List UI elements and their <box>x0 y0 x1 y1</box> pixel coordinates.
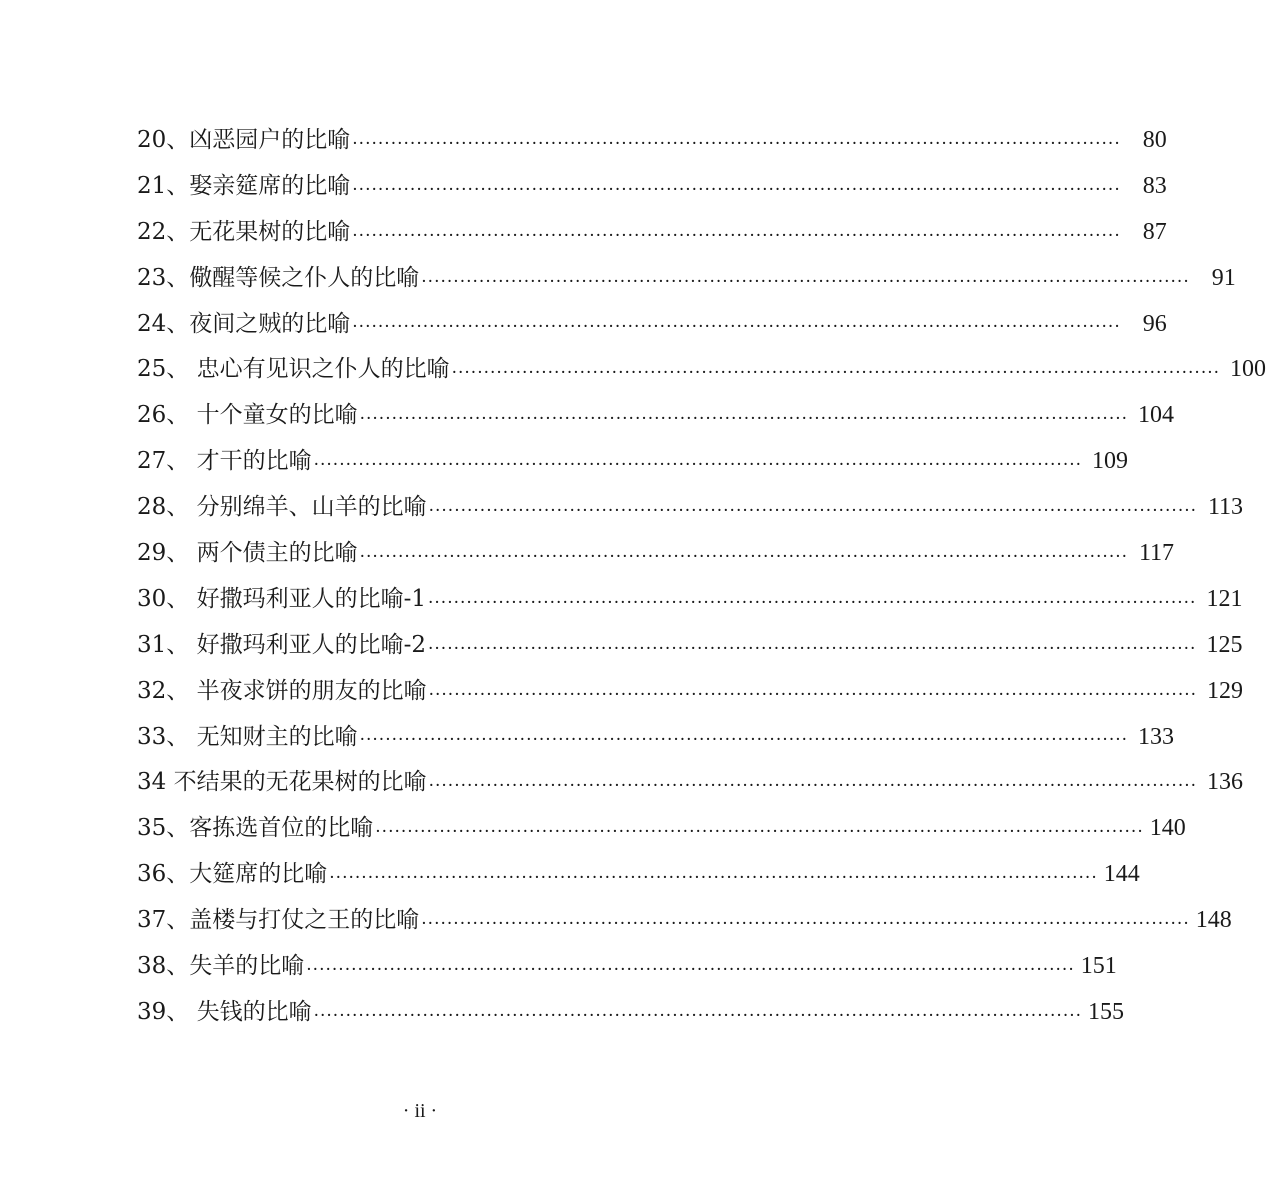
toc-entry[interactable] <box>137 118 1167 164</box>
toc-entry-page-number: 109 <box>1092 448 1129 475</box>
toc-entry[interactable] <box>137 531 1175 577</box>
toc-entry-page-number: 91 <box>1211 264 1236 291</box>
toc-entry[interactable] <box>137 577 1243 623</box>
toc-entry-page-number: 140 <box>1149 815 1186 842</box>
dot-leader: ························································································································ <box>352 225 1121 246</box>
dot-leader: ························································································································ <box>352 179 1121 200</box>
toc-entry-page-number: 83 <box>1142 172 1167 199</box>
toc-entry-title: 28、 分别绵羊、山羊的比喻 <box>137 494 427 521</box>
toc-entry[interactable] <box>137 256 1236 302</box>
toc-entry[interactable] <box>137 164 1167 210</box>
toc-entry[interactable] <box>137 439 1129 485</box>
toc-entry-title: 23、儆醒等候之仆人的比喻 <box>137 264 420 291</box>
toc-entry-page-number: 151 <box>1080 953 1117 980</box>
toc-entry[interactable] <box>137 393 1175 439</box>
toc-entry-title: 39、 失钱的比喻 <box>137 998 312 1025</box>
toc-entry[interactable] <box>137 852 1140 898</box>
dot-leader: ························································································································ <box>329 868 1098 889</box>
toc-entry-title: 38、失羊的比喻 <box>137 953 305 980</box>
toc-entry-page-number: 148 <box>1195 907 1232 934</box>
toc-entry[interactable] <box>137 669 1244 715</box>
toc-entry-page-number: 104 <box>1138 402 1175 429</box>
toc-entry[interactable] <box>137 898 1232 944</box>
dot-leader: ························································································································ <box>451 363 1221 384</box>
toc-entry-page-number: 129 <box>1207 677 1244 704</box>
toc-entry-page-number: 155 <box>1088 998 1125 1025</box>
dot-leader: ························································································································ <box>359 730 1129 751</box>
toc-entry-page-number: 144 <box>1103 861 1140 888</box>
toc-entry-page-number: 87 <box>1142 218 1167 245</box>
toc-entry-title: 26、 十个童女的比喻 <box>137 402 358 429</box>
dot-leader: ························································································································ <box>427 592 1197 613</box>
dot-leader: ························································································································ <box>313 1005 1083 1026</box>
toc-entry-page-number: 113 <box>1207 494 1244 521</box>
toc-entry-page-number: 125 <box>1206 631 1243 658</box>
toc-entry-title: 30、 好撒玛利亚人的比喻-1 <box>137 585 426 612</box>
toc-entry[interactable] <box>137 210 1167 256</box>
toc-entry[interactable] <box>137 944 1117 990</box>
dot-leader: ························································································································ <box>359 546 1129 567</box>
toc-entry-title: 20、凶恶园户的比喻 <box>137 126 351 153</box>
dot-leader: ························································································································ <box>421 914 1190 935</box>
toc-entry-title: 31、 好撒玛利亚人的比喻-2 <box>137 631 426 658</box>
toc-entry-title: 25、 忠心有见识之仆人的比喻 <box>137 356 450 383</box>
table-of-contents <box>137 118 1266 1036</box>
toc-entry-title: 33、 无知财主的比喻 <box>137 723 358 750</box>
page-number-footer: · ii · <box>402 1100 438 1122</box>
toc-entry-title: 29、 两个债主的比喻 <box>137 540 358 566</box>
toc-entry-title: 22、无花果树的比喻 <box>137 218 351 245</box>
dot-leader: ························································································································ <box>352 133 1121 154</box>
toc-entry[interactable] <box>137 715 1175 761</box>
toc-entry[interactable] <box>137 302 1167 348</box>
dot-leader: ························································································································ <box>306 959 1075 980</box>
dot-leader: ························································································································ <box>428 501 1198 522</box>
toc-entry-page-number: 96 <box>1142 310 1167 337</box>
toc-entry-page-number: 117 <box>1138 540 1175 566</box>
dot-leader: ························································································································ <box>427 638 1197 659</box>
toc-entry-page-number: 80 <box>1142 126 1167 153</box>
toc-entry-page-number: 136 <box>1207 769 1244 796</box>
dot-leader: ························································································································ <box>421 271 1190 292</box>
dot-leader: ························································································································ <box>352 317 1121 338</box>
toc-entry[interactable] <box>137 347 1266 393</box>
dot-leader: ························································································································ <box>375 822 1144 843</box>
dot-leader: ························································································································ <box>428 684 1198 705</box>
dot-leader: ························································································································ <box>428 776 1198 797</box>
toc-entry-title: 21、娶亲筵席的比喻 <box>137 172 351 199</box>
toc-entry-page-number: 100 <box>1230 356 1266 383</box>
toc-entry-title: 35、客拣选首位的比喻 <box>137 815 374 842</box>
dot-leader: ························································································································ <box>359 409 1129 430</box>
toc-entry-page-number: 133 <box>1138 723 1175 750</box>
toc-entry[interactable] <box>137 485 1244 531</box>
toc-entry[interactable] <box>137 806 1186 852</box>
dot-leader: ························································································································ <box>313 455 1083 476</box>
toc-entry-title: 27、 才干的比喻 <box>137 448 312 475</box>
toc-entry[interactable] <box>137 990 1125 1036</box>
toc-entry[interactable] <box>137 623 1243 669</box>
toc-entry-title: 32、 半夜求饼的朋友的比喻 <box>137 677 427 704</box>
toc-entry-title: 37、盖楼与打仗之王的比喻 <box>137 907 420 934</box>
toc-entry-page-number: 121 <box>1206 585 1243 612</box>
toc-entry-title: 34 不结果的无花果树的比喻 <box>137 769 427 796</box>
toc-entry-title: 36、大筵席的比喻 <box>137 861 328 888</box>
toc-entry-title: 24、夜间之贼的比喻 <box>137 310 351 337</box>
toc-entry[interactable] <box>137 760 1244 806</box>
